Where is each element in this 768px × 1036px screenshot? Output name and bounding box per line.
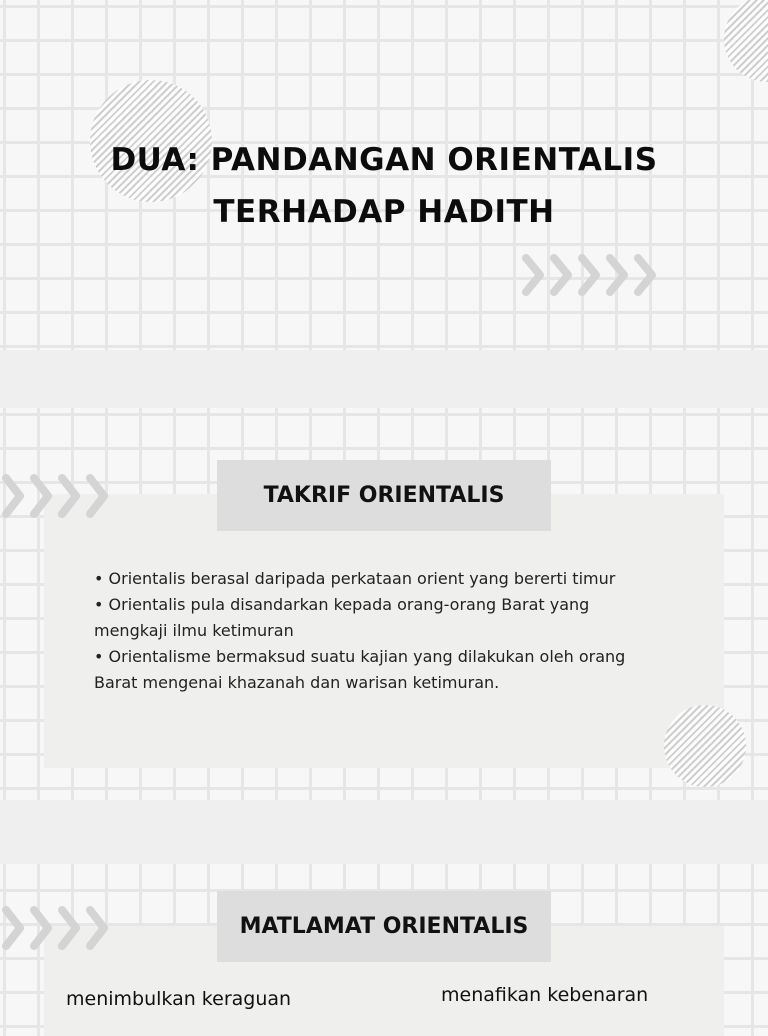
takrif-point-3: • Orientalisme bermaksud suatu kajian yang dilakukan oleh orang Barat mengenai khazanah dan warisan ketimuran. [94,647,626,692]
matlamat-item-left: menimbulkan keraguan [66,988,292,1010]
striped-circle-decoration-top-right [724,0,768,82]
chevron-arrows-icon [0,904,120,952]
takrif-point-2: • Orientalis pula disandarkan kepada orang-orang Barat yang mengkaji ilmu ketimuran [94,595,590,640]
takrif-point-1: • Orientalis berasal daripada perkataan orient yang bererti timur [94,569,616,588]
section-divider-band [0,350,768,408]
page-title-line-1: DUA: PANDANGAN ORIENTALIS [110,142,658,178]
page-title-line-2: TERHADAP HADITH [213,194,555,230]
striped-circle-decoration-card [664,705,746,787]
takrif-heading [217,460,551,531]
matlamat-heading [217,891,551,962]
chevron-arrows-icon [520,252,666,298]
chevron-arrows-icon [0,472,120,520]
page-title [0,134,768,238]
matlamat-item-right: menafikan kebenaran [441,984,649,1006]
takrif-heading-text: TAKRIF ORIENTALIS [263,483,505,508]
section-divider-band [0,800,768,864]
matlamat-heading-text: MATLAMAT ORIENTALIS [239,914,529,939]
takrif-points [94,566,664,696]
